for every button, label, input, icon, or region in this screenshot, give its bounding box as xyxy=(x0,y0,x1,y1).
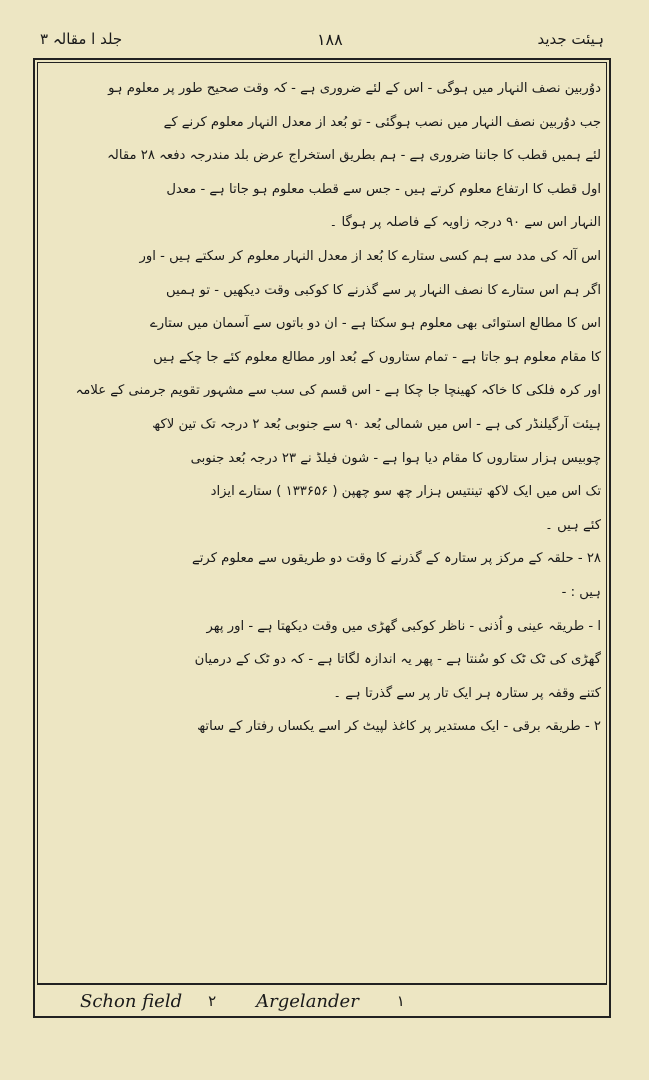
book-title: ہیئت جدید xyxy=(537,30,604,48)
footnote-mark: ٢ xyxy=(208,992,217,1010)
running-header xyxy=(40,22,604,56)
text-line: ہیں : - xyxy=(561,584,601,600)
text-line: گھڑی کی ٹک ٹک کو سُنتا ہے - پھر یہ اندازہ لگاتا ہے - کہ دو ٹک کے درمیان xyxy=(194,652,601,668)
text-line: ہیئت آرگیلنڈر کی ہے - اس میں شمالی بُعد ۹۰ سے جنوبی بُعد ۲ درجہ تک تین لاکھ xyxy=(152,416,601,432)
text-line: ا - طریقہ عینی و اُذنی - ناظر کوکبی گھڑی میں وقت دیکھتا ہے - اور پھر xyxy=(206,618,601,634)
text-line: تک اس میں ایک لاکھ تینتیس ہزار چھ سو چھپن ( ۱۳۳۶۵۶ ) ستارے ایزاد xyxy=(210,484,601,500)
text-line: ۲ - طریقہ برقی - ایک مستدیر پر کاغذ لپیٹ کر اسے یکساں رفتار کے ساتھ xyxy=(197,719,601,735)
text-line: جب دوُربین نصف النہار میں نصب ہوگئی - تو بُعد از معدل النہار معلوم کرنے کے xyxy=(163,114,601,130)
footnotes xyxy=(60,988,590,1014)
text-line: اور کرہ فلکی کا خاکہ کھینچا جا چکا ہے - اس قسم کی سب سے مشہور تقویم جرمنی کے علامہ xyxy=(75,383,601,399)
text-line: اول قطب کا ارتفاع معلوم کرتے ہیں - جس سے قطب معلوم ہو جاتا ہے - معدل xyxy=(166,181,601,197)
text-line: دوُربین نصف النہار میں ہوگی - اس کے لئے ضروری ہے - کہ وقت صحیح طور پر معلوم ہو xyxy=(108,81,601,96)
text-line: چوبیس ہزار ستاروں کا مقام دیا ہوا ہے - شون فیلڈ نے ۲۳ درجہ بُعد جنوبی xyxy=(190,450,601,466)
footnote-schonfield: Schon field xyxy=(80,990,183,1012)
footnote-argelander: Argelander xyxy=(256,990,359,1012)
body-text xyxy=(45,72,601,744)
text-line: اس آلہ کی مدد سے ہم کسی ستارے کا بُعد از معدل النہار معلوم کر سکتے ہیں - اور xyxy=(139,248,601,264)
text-line: کئے ہیں ۔ xyxy=(545,517,601,533)
page-number: ۱۸۸ xyxy=(316,29,343,49)
text-line: لئے ہمیں قطب کا جاننا ضروری ہے - ہم بطریق استخراج عرض بلد مندرجہ دفعہ ۲۸ مقالہ xyxy=(107,148,601,164)
footnote-mark: ١ xyxy=(396,992,405,1010)
text-line: کتنے وقفہ پر ستارہ ہر ایک تار پر سے گذرتا ہے ۔ xyxy=(333,685,601,701)
text-line: ۲۸ - حلقہ کے مرکز پر ستارہ کے گذرنے کا وقت دو طریقوں سے معلوم کرتے xyxy=(192,551,601,567)
text-line: النہار اس سے ۹۰ درجہ زاویہ کے فاصلہ پر ہوگا ۔ xyxy=(329,215,601,231)
text-line: اگر ہم اس ستارے کا نصف النہار پر سے گذرنے کا کوکبی وقت دیکھیں - تو ہمیں xyxy=(165,282,601,298)
text-line: اس کا مطالع استوائی بھی معلوم ہو سکتا ہے - ان دو باتوں سے آسمان میں ستارے xyxy=(150,316,601,332)
text-line: کا مقام معلوم ہو جاتا ہے - تمام ستاروں کے بُعد اور مطالع معلوم کئے جا چکے ہیں xyxy=(153,349,601,365)
footnote-divider xyxy=(37,984,607,985)
volume-chapter-label: جلد ا مقالہ ۳ xyxy=(40,30,123,48)
